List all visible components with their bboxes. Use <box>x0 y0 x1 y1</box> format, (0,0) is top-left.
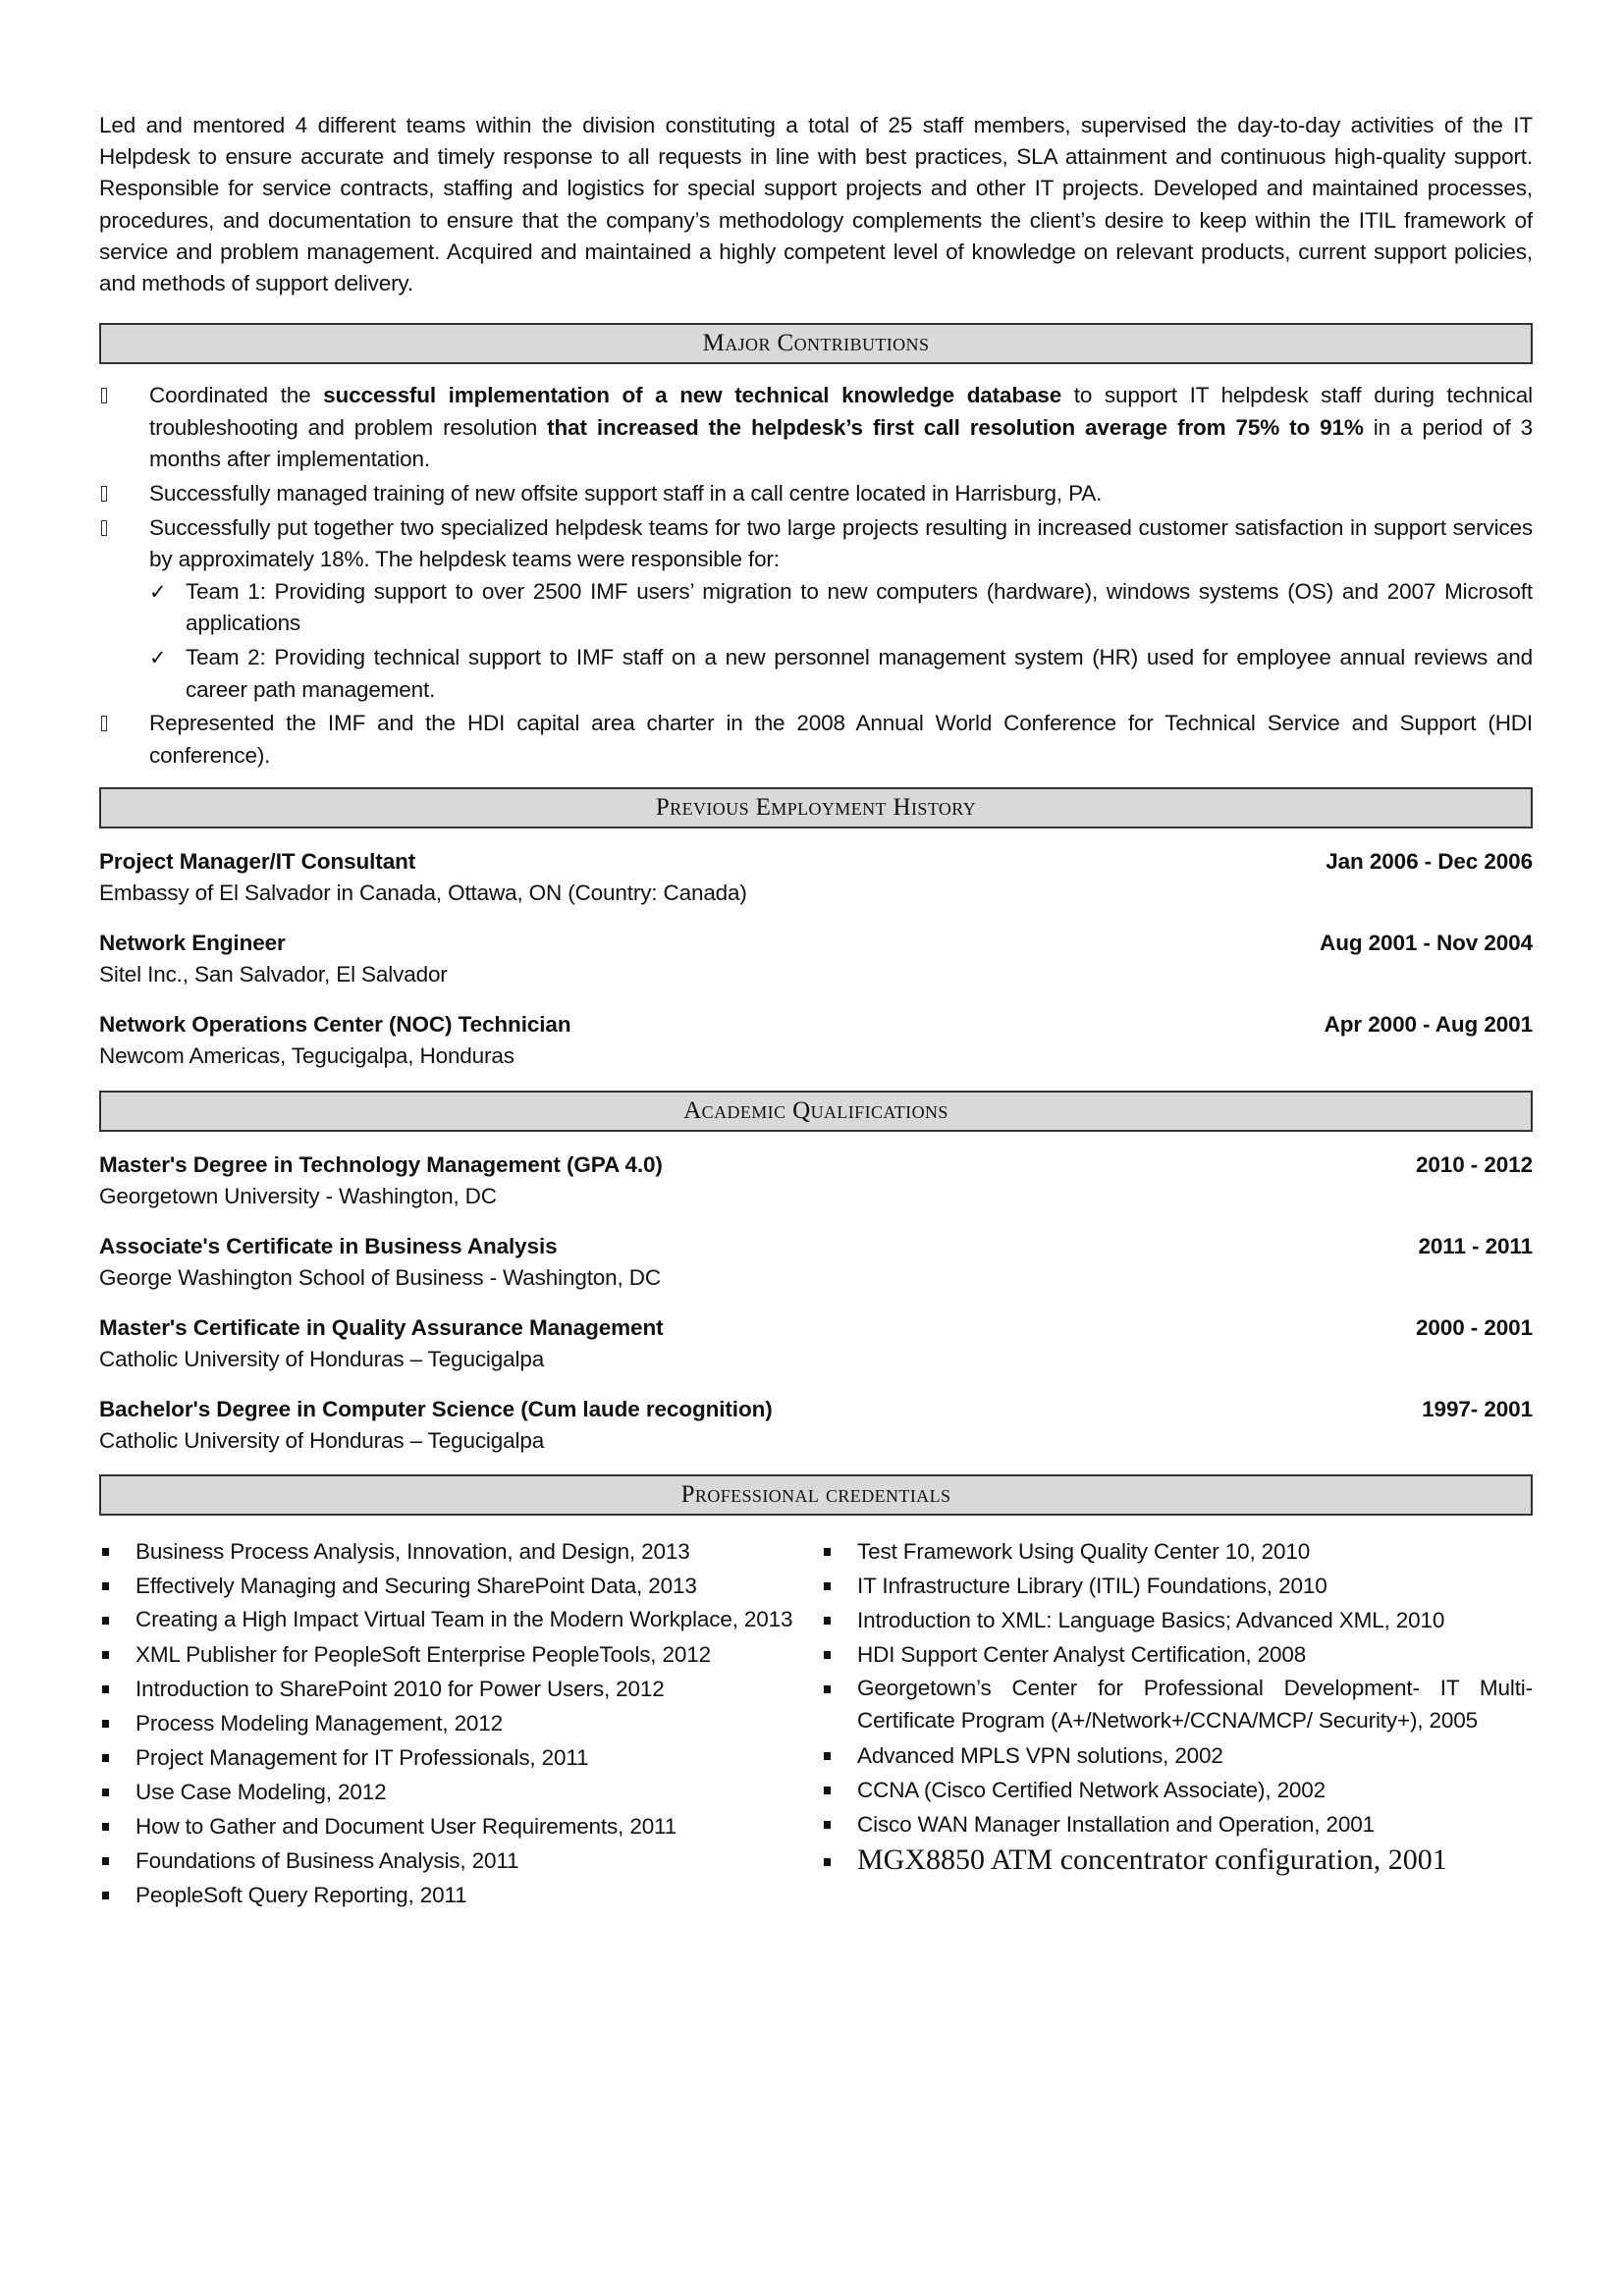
employment-entry <box>99 847 1533 910</box>
job-title: Network Operations Center (NOC) Technician <box>99 1012 571 1038</box>
square-bullet-icon <box>824 1651 831 1659</box>
credential-item: Cisco WAN Manager Installation and Operation, 2001 <box>821 1807 1533 1842</box>
square-bullet-icon <box>824 1548 831 1556</box>
education-entry <box>99 1313 1533 1376</box>
credential-item: Process Modeling Management, 2012 <box>99 1706 821 1740</box>
job-dates: Apr 2000 - Aug 2001 <box>1324 1012 1533 1038</box>
employment-entry <box>99 1010 1533 1073</box>
degree-title: Master's Certificate in Quality Assurance Management <box>99 1315 664 1341</box>
credential-item: Effectively Managing and Securing SharePoint Data, 2013 <box>99 1569 821 1603</box>
team-text: Team 2: Providing technical support to IMF staff on a new personnel management system (HR) used for employee annual reviews and career path management. <box>186 644 1533 702</box>
contribution-item <box>99 478 1533 510</box>
contribution-text: Successfully managed training of new offsite support staff in a call centre located in Harrisburg, PA. <box>149 481 1103 506</box>
credential-item: Business Process Analysis, Innovation, and Design, 2013 <box>99 1534 821 1569</box>
credential-item: Georgetown’s Center for Professional Development- IT Multi-Certificate Program (A+/Network+/CCNA/MCP/ Security+), 2005 <box>821 1672 1533 1736</box>
employer: Newcom Americas, Tegucigalpa, Honduras <box>99 1043 514 1069</box>
contribution-text: Coordinated the successful implementation of a new technical knowledge database to support IT helpdesk staff during technical troubleshooting and problem resolution that increased the helpdesk’s first call resolution average from 75% to 91% in a period of 3 months after implementation. <box>149 383 1533 472</box>
credential-item: Introduction to XML: Language Basics; Advanced XML, 2010 <box>821 1603 1533 1637</box>
credentials-columns <box>99 1534 1533 1912</box>
section-header-academic-qualifications <box>99 1091 1533 1132</box>
job-dates: Aug 2001 - Nov 2004 <box>1320 931 1533 956</box>
section-header-professional-credentials <box>99 1474 1533 1516</box>
team-item <box>149 576 1533 640</box>
checkmark-icon: ✓ <box>149 645 167 669</box>
square-bullet-icon <box>824 1752 831 1760</box>
square-bullet-icon <box>824 1787 831 1794</box>
team-item <box>149 642 1533 706</box>
contribution-text: Represented the IMF and the HDI capital area charter in the 2008 Annual World Conference for Technical Service and Support (HDI conference). <box>149 711 1533 768</box>
square-bullet-icon <box>102 1617 109 1625</box>
employment-entry <box>99 929 1533 991</box>
credential-item: MGX8850 ATM concentrator configuration, 2001 <box>821 1842 1533 1879</box>
square-bullet-icon <box>102 1892 109 1899</box>
credential-item: Advanced MPLS VPN solutions, 2002 <box>821 1738 1533 1773</box>
institution: George Washington School of Business - Washington, DC <box>99 1265 661 1291</box>
section-title: Professional credentials <box>680 1481 951 1509</box>
square-bullet-icon <box>824 1685 831 1693</box>
institution: Catholic University of Honduras – Tegucigalpa <box>99 1428 545 1454</box>
team-sublist <box>149 576 1533 706</box>
credential-item: Creating a High Impact Virtual Team in the Modern Workplace, 2013 <box>99 1603 821 1635</box>
degree-dates: 2000 - 2001 <box>1415 1315 1533 1341</box>
square-bullet-icon <box>102 1548 109 1556</box>
contribution-item <box>99 380 1533 476</box>
job-dates: Jan 2006 - Dec 2006 <box>1326 849 1533 875</box>
credential-item: Project Management for IT Professionals, 2011 <box>99 1740 821 1775</box>
degree-dates: 2011 - 2011 <box>1418 1234 1533 1259</box>
education-entry <box>99 1395 1533 1458</box>
degree-title: Bachelor's Degree in Computer Science (Cum laude recognition) <box>99 1397 773 1422</box>
major-contributions-list <box>99 380 1533 772</box>
degree-title: Associate's Certificate in Business Analysis <box>99 1234 558 1259</box>
credentials-list-left <box>99 1534 821 1912</box>
section-title: Previous Employment History <box>655 794 977 822</box>
credential-item: How to Gather and Document User Requirements, 2011 <box>99 1809 821 1843</box>
intro-paragraph: Led and mentored 4 different teams within the division constituting a total of 25 staff members, supervised the day-to-day activities of the IT Helpdesk to ensure accurate and timely response to all requests in line with best practices, SLA attainment and continuous high-quality support. Responsible for service contracts, staffing and logistics for special support projects and other IT projects. Developed and maintained processes, procedures, and documentation to ensure that the company’s methodology complements the client’s desire to keep within the ITIL framework of service and problem management. Acquired and maintained a highly competent level of knowledge on relevant products, current support policies, and methods of support delivery. <box>99 113 1533 296</box>
square-bullet-icon <box>102 1789 109 1796</box>
employment-list <box>99 847 1533 1073</box>
missing-glyph-bullet-icon <box>101 388 107 403</box>
square-bullet-icon <box>102 1754 109 1762</box>
square-bullet-icon <box>102 1720 109 1728</box>
degree-dates: 1997- 2001 <box>1422 1397 1533 1422</box>
credential-item: Use Case Modeling, 2012 <box>99 1775 821 1809</box>
credential-item: IT Infrastructure Library (ITIL) Foundations, 2010 <box>821 1569 1533 1603</box>
credential-item: Foundations of Business Analysis, 2011 <box>99 1843 821 1878</box>
job-title: Network Engineer <box>99 931 286 956</box>
credential-item: Introduction to SharePoint 2010 for Power Users, 2012 <box>99 1672 821 1706</box>
square-bullet-icon <box>824 1821 831 1829</box>
section-title: Major Contributions <box>702 330 930 357</box>
square-bullet-icon <box>824 1617 831 1625</box>
credentials-list-right <box>821 1534 1533 1912</box>
resume-page <box>99 110 1533 1912</box>
education-entry <box>99 1150 1533 1213</box>
credential-item: PeopleSoft Query Reporting, 2011 <box>99 1878 821 1912</box>
employer: Sitel Inc., San Salvador, El Salvador <box>99 962 448 988</box>
missing-glyph-bullet-icon <box>101 486 107 502</box>
contribution-item <box>99 512 1533 707</box>
education-entry <box>99 1232 1533 1295</box>
section-header-major-contributions <box>99 323 1533 364</box>
job-title: Project Manager/IT Consultant <box>99 849 416 875</box>
credential-item: XML Publisher for PeopleSoft Enterprise PeopleTools, 2012 <box>99 1637 821 1672</box>
missing-glyph-bullet-icon <box>101 716 107 731</box>
square-bullet-icon <box>102 1823 109 1831</box>
institution: Catholic University of Honduras – Tegucigalpa <box>99 1347 545 1372</box>
square-bullet-icon <box>102 1582 109 1590</box>
checkmark-icon: ✓ <box>149 579 167 604</box>
degree-dates: 2010 - 2012 <box>1415 1152 1533 1178</box>
section-title: Academic Qualifications <box>683 1097 948 1125</box>
square-bullet-icon <box>102 1857 109 1865</box>
institution: Georgetown University - Washington, DC <box>99 1184 497 1209</box>
credential-item: HDI Support Center Analyst Certification, 2008 <box>821 1637 1533 1672</box>
missing-glyph-bullet-icon <box>101 520 107 536</box>
square-bullet-icon <box>824 1858 831 1866</box>
highlight-text: successful implementation of a new technical knowledge database <box>323 383 1062 408</box>
team-text: Team 1: Providing support to over 2500 IMF users’ migration to new computers (hardware), windows systems (OS) and 2007 Microsoft applications <box>186 578 1533 636</box>
section-header-previous-employment <box>99 787 1533 828</box>
highlight-text: that increased the helpdesk’s first call resolution average from 75% to 91% <box>547 414 1364 440</box>
contribution-text: Successfully put together two specialized helpdesk teams for two large projects resulting in increased customer satisfaction in support services by approximately 18%. The helpdesk teams were responsible for: <box>149 514 1533 572</box>
degree-title: Master's Degree in Technology Management (GPA 4.0) <box>99 1152 663 1178</box>
square-bullet-icon <box>824 1582 831 1590</box>
education-list <box>99 1150 1533 1458</box>
credential-item: CCNA (Cisco Certified Network Associate), 2002 <box>821 1773 1533 1807</box>
contribution-item <box>99 708 1533 772</box>
employer: Embassy of El Salvador in Canada, Ottawa, ON (Country: Canada) <box>99 881 747 906</box>
square-bullet-icon <box>102 1651 109 1659</box>
square-bullet-icon <box>102 1685 109 1693</box>
credential-item: Test Framework Using Quality Center 10, 2010 <box>821 1534 1533 1569</box>
